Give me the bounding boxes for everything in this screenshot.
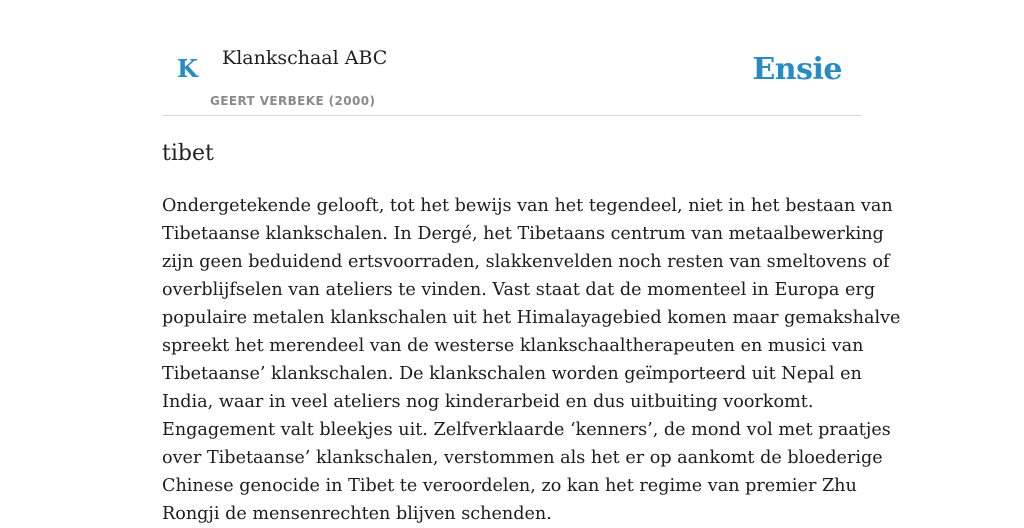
body-line: populaire metalen klankschalen uit het Himalayagebied komen maar gemakshalve bbox=[162, 308, 901, 328]
body-line: over Tibetaanse’ klankschalen, verstommen als het er op aankomt de bloederige bbox=[162, 448, 883, 468]
body-line: India, waar in veel ateliers nog kinderarbeid en dus uitbuiting voorkomt. bbox=[162, 392, 814, 412]
body-line: overblijfselen van ateliers te vinden. Vast staat dat de momenteel in Europa erg bbox=[162, 280, 876, 300]
body-line: Tibetaanse klankschalen. In Dergé, het Tibetaans centrum van metaalbewerking bbox=[162, 224, 884, 244]
body-line: Rongji de mensenrechten blijven schenden. bbox=[162, 504, 552, 524]
body-line: Chinese genocide in Tibet te veroordelen, zo kan het regime van premier Zhu bbox=[162, 476, 857, 496]
entry-header bbox=[162, 0, 862, 116]
body-line: zijn geen beduidend ertsvoorraden, slakkenvelden noch resten van smeltovens of bbox=[162, 252, 890, 272]
body-line: Tibetaanse’ klankschalen. De klankschalen worden geïmporteerd uit Nepal en bbox=[162, 364, 862, 384]
entry-title: tibet bbox=[162, 141, 214, 166]
entry-body bbox=[162, 192, 901, 528]
book-title-link[interactable]: Klankschaal ABC bbox=[222, 47, 388, 69]
letter-initial[interactable]: K bbox=[177, 54, 198, 83]
body-line: Ondergetekende gelooft, tot het bewijs van het tegendeel, niet in het bestaan van bbox=[162, 196, 893, 216]
author-label: GEERT VERBEKE (2000) bbox=[210, 94, 376, 108]
body-line: spreekt het merendeel van de westerse klankschaaltherapeuten en musici van bbox=[162, 336, 864, 356]
ensie-logo[interactable]: Ensie bbox=[752, 52, 842, 87]
body-line: Engagement valt bleekjes uit. Zelfverklaarde ‘kenners’, de mond vol met praatjes bbox=[162, 420, 891, 440]
entry-page bbox=[162, 0, 901, 524]
